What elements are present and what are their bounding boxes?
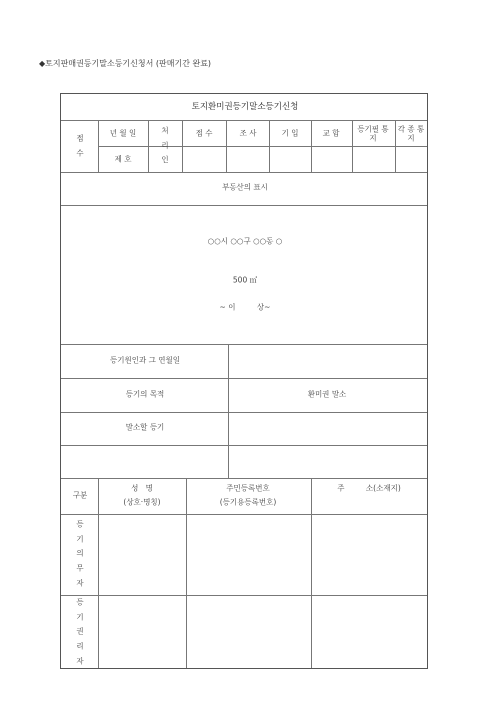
property-remark: ~ 이 상~ xyxy=(219,302,271,312)
col-receipt: 접 수 xyxy=(195,128,213,138)
property-label: 부동산의 표시 xyxy=(222,182,268,192)
col-id: 주민등록번호 xyxy=(226,483,270,493)
property-address: ○○시 ○○구 ○○동 ○ xyxy=(207,236,283,246)
property-area: 500 ㎡ xyxy=(232,275,258,285)
cause-label: 등기원인과 그 연월일 xyxy=(110,355,180,365)
col-name-sub: (상호·명칭) xyxy=(123,497,161,507)
notice-registry: 등기필 통 지 xyxy=(357,124,389,142)
col-addr: 주 소(소재지) xyxy=(337,483,401,493)
col-name: 성 명 xyxy=(131,483,153,493)
col-id-sub: (등기용등록번호) xyxy=(219,497,277,507)
form-title: 토지환미권등기말소등기신청 xyxy=(191,102,299,113)
col-entry: 기 입 xyxy=(281,128,299,138)
holder-label: 등기권리자 xyxy=(76,597,84,665)
process-label: 처리인 xyxy=(161,126,169,165)
receipt-label: 접수 xyxy=(76,133,84,157)
receipt-number: 제 호 xyxy=(114,154,132,164)
cancel-label: 말소할 등기 xyxy=(125,422,165,432)
document-header: ◆토지판매권등기말소등기신청서 (판매기간 완료) xyxy=(39,59,212,68)
receipt-date: 년 월 일 xyxy=(109,128,137,138)
obligor-label: 등기의무자 xyxy=(76,519,84,587)
purpose-value: 환미권 말소 xyxy=(307,389,347,399)
purpose-label: 등기의 목적 xyxy=(125,389,165,399)
col-kind: 구분 xyxy=(72,490,88,500)
notice-various: 각 종 통 지 xyxy=(397,124,425,142)
application-form xyxy=(60,93,428,669)
col-inspect: 조 사 xyxy=(239,128,257,138)
col-collate: 교 합 xyxy=(322,128,340,138)
